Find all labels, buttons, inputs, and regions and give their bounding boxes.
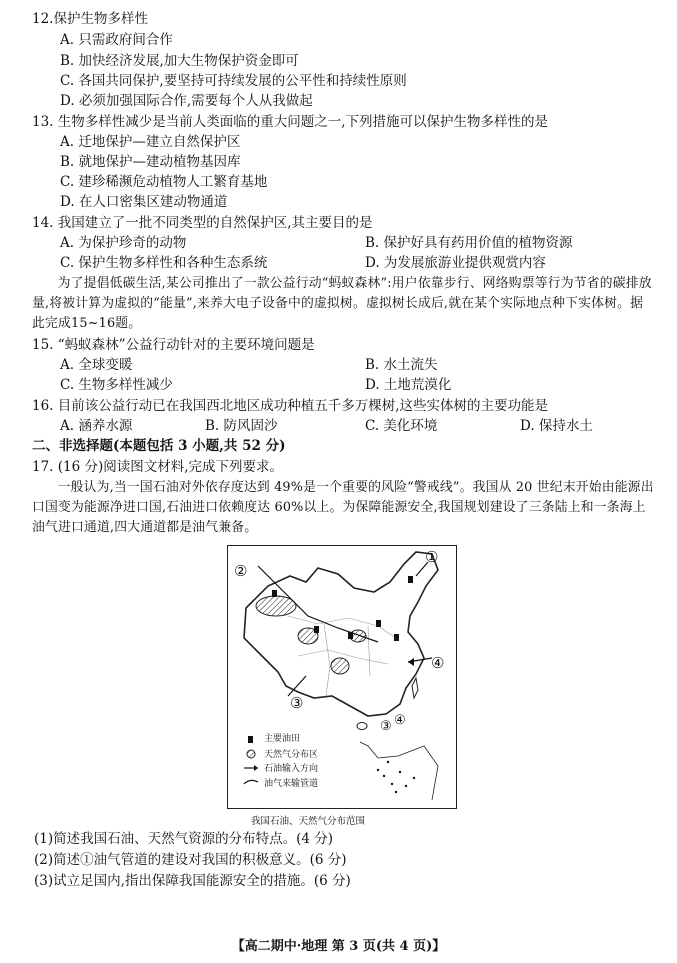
q15-option-b: B. 水土流失 xyxy=(365,357,438,373)
q17-sub-1: (1)简述我国石油、天然气资源的分布特点。(4 分) xyxy=(34,831,334,847)
q13-option-a: A. 迁地保护—建立自然保护区 xyxy=(60,134,241,150)
legend-oil-import: 石油输入方向 xyxy=(264,764,319,774)
q15-stem: 15. “蚂蚁森林”公益行动针对的主要环境问题是 xyxy=(32,337,315,353)
q16-option-d: D. 保持水土 xyxy=(520,418,593,434)
q17-passage: 一般认为,当一国石油对外依存度达到 49%是一个重要的风险“警戒线”。我国从 20 世纪末开始由能源出口国变为能源净进口国,石油进口依赖度达 60%以上。为保障能源安全,我国规划建设了三条陆上和一条海上油气进口通道,四大通道都是油气兼备。 xyxy=(32,480,654,535)
map-svg xyxy=(228,546,456,808)
q14-option-b: B. 保护好具有药用价值的植物资源 xyxy=(365,235,573,251)
q16-option-a: A. 涵养水源 xyxy=(60,418,133,434)
q15-option-a: A. 全球变暖 xyxy=(60,357,133,373)
legend-gas-area: 天然气分布区 xyxy=(264,750,319,760)
map-marker-2: ② xyxy=(234,562,248,580)
legend-oilfield: 主要油田 xyxy=(264,734,301,744)
section-heading: 二、非选择题(本题包括 3 小题,共 52 分) xyxy=(32,438,286,454)
q14-option-d: D. 为发展旅游业提供观赏内容 xyxy=(365,255,546,271)
map-marker-3b: ③ xyxy=(380,719,392,734)
china-oil-gas-map xyxy=(227,545,457,809)
q13-stem: 13. 生物多样性减少是当前人类面临的重大问题之一,下列措施可以保护生物多样性的是 xyxy=(32,114,549,130)
q12-option-a: A. 只需政府间合作 xyxy=(60,32,173,48)
q15-option-d: D. 土地荒漠化 xyxy=(365,377,452,393)
q16-option-c: C. 美化环境 xyxy=(365,418,438,434)
map-marker-3: ③ xyxy=(290,694,304,712)
q16-stem: 16. 目前该公益行动已在我国西北地区成功种植五千多万棵树,这些实体树的主要功能是 xyxy=(32,398,549,414)
page-footer: 【高二期中·地理 第 3 页(共 4 页)】 xyxy=(231,939,446,954)
q12-option-c: C. 各国共同保护,要坚持可持续发展的公平性和持续性原则 xyxy=(60,73,407,89)
q14-option-a: A. 为保护珍奇的动物 xyxy=(60,235,187,251)
q14-stem: 14. 我国建立了一批不同类型的自然保护区,其主要目的是 xyxy=(32,215,373,231)
q12-stem: 12.保护生物多样性 xyxy=(32,11,148,27)
q16-option-b: B. 防风固沙 xyxy=(205,418,278,434)
q14-option-c: C. 保护生物多样性和各种生态系统 xyxy=(60,255,268,271)
legend-pipeline: 油气来输管道 xyxy=(264,779,319,789)
q12-option-d: D. 必须加强国际合作,需要每个人从我做起 xyxy=(60,93,313,109)
q13-option-b: B. 就地保护—建动植物基因库 xyxy=(60,154,241,170)
q13-option-d: D. 在人口密集区建动物通道 xyxy=(60,194,228,210)
map-marker-1: ① xyxy=(425,548,439,566)
map-caption: 我国石油、天然气分布范围 xyxy=(251,816,366,827)
map-marker-4: ④ xyxy=(431,654,445,672)
passage-15-16: 为了提倡低碳生活,某公司推出了一款公益行动“蚂蚁森林”:用户依靠步行、网络购票等行为节省的碳排放量,将被计算为虚拟的“能量”,来养大电子设备中的虚拟树。虚拟树长成后,就在某个实际地点种下实体树。据此完成15~16题。 xyxy=(32,276,652,331)
q17-sub-2: (2)简述①油气管道的建设对我国的积极意义。(6 分) xyxy=(34,852,347,868)
q13-option-c: C. 建珍稀濒危动植物人工繁育基地 xyxy=(60,174,268,190)
q17-sub-3: (3)试立足国内,指出保障我国能源安全的措施。(6 分) xyxy=(34,873,351,889)
q17-stem: 17. (16 分)阅读图文材料,完成下列要求。 xyxy=(32,459,284,475)
q12-option-b: B. 加快经济发展,加大生物保护资金即可 xyxy=(60,53,299,69)
q15-option-c: C. 生物多样性减少 xyxy=(60,377,173,393)
map-marker-4b: ④ xyxy=(394,713,406,728)
